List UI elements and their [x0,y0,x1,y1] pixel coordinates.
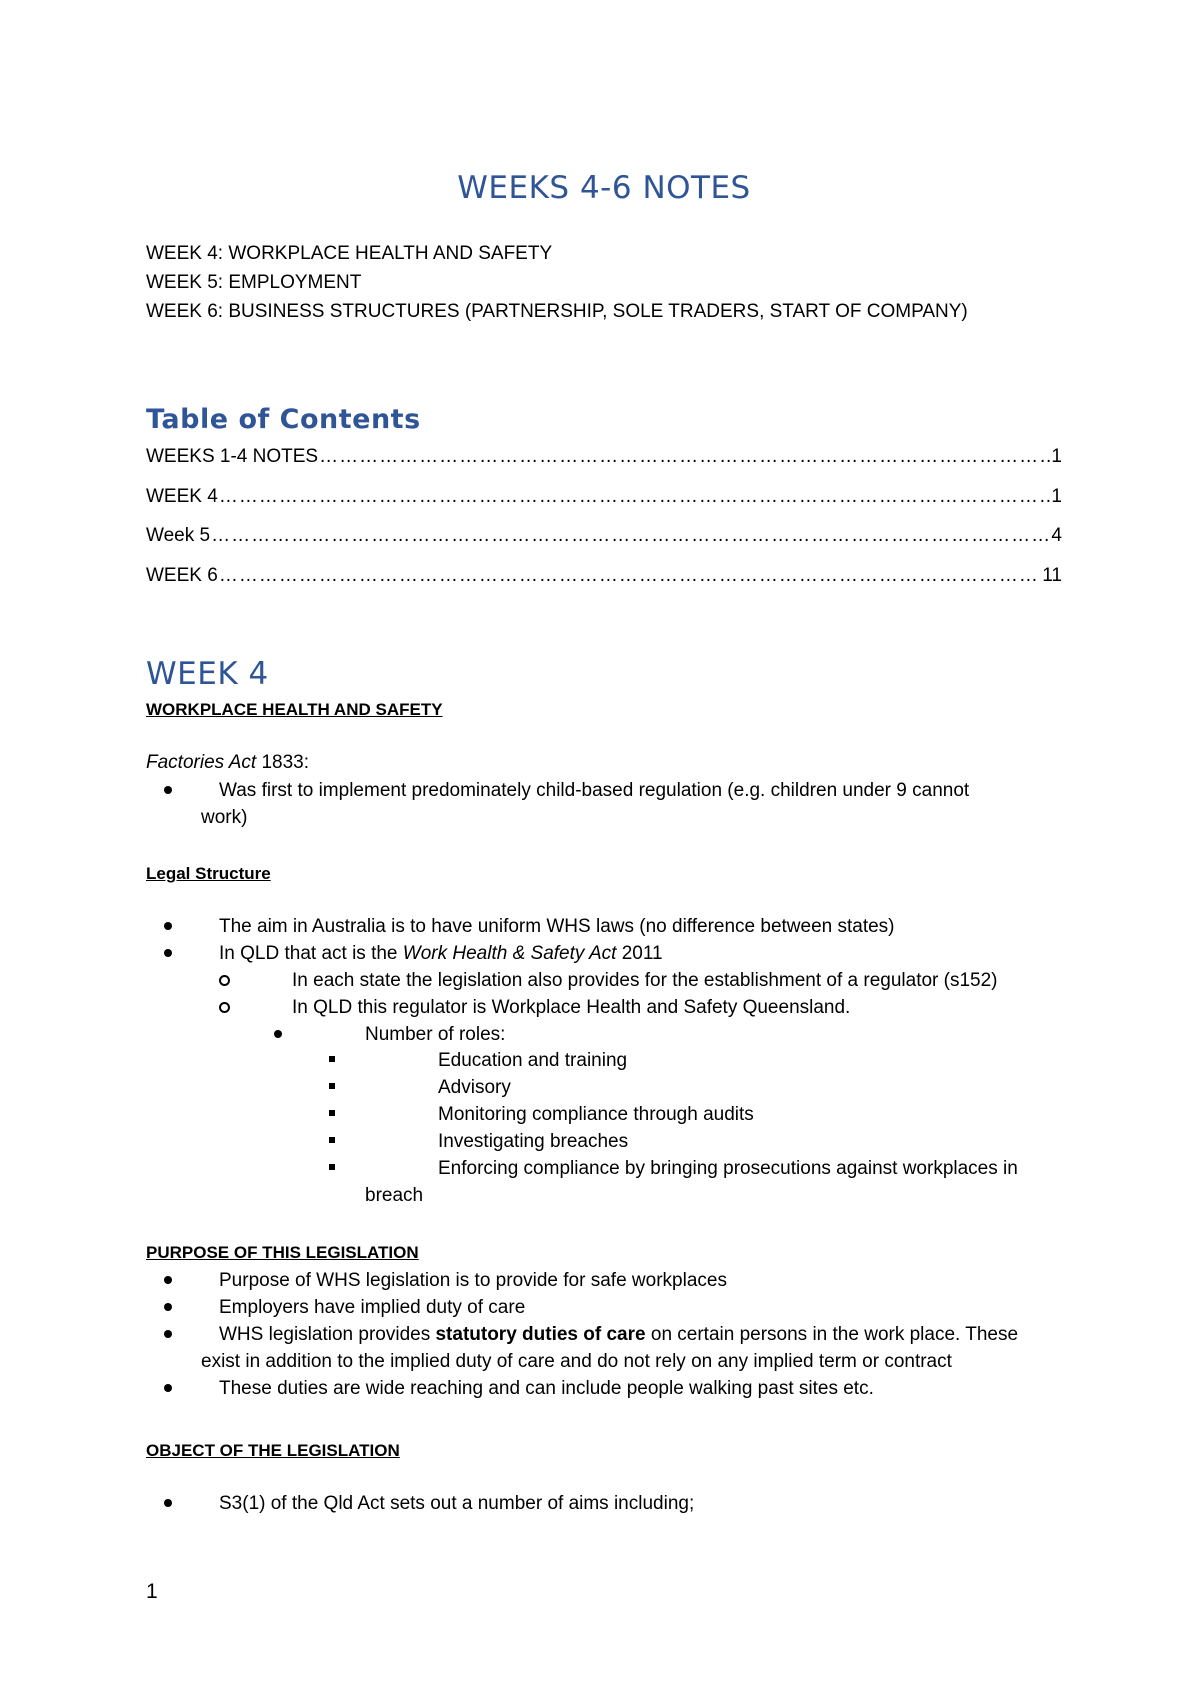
whs-act-year: 2011 [616,943,663,964]
legal-structure-heading: Legal Structure [146,864,271,883]
bullet-icon [274,1030,282,1038]
toc-entry-label: WEEK 4 [146,486,218,507]
purpose-heading: PURPOSE OF THIS LEGISLATION [146,1243,419,1262]
role-item: Enforcing compliance by bringing prosecutions against workplaces in [438,1158,1018,1179]
toc-leader [219,565,1041,587]
regulator-sub-bullet-2: In QLD this regulator is Workplace Health and Safety Queensland. [292,997,851,1018]
bullet-icon [164,786,172,794]
toc-leader [211,525,1050,547]
square-bullet-icon [329,1056,335,1062]
toc-leader [219,486,1051,508]
object-heading: OBJECT OF THE LEGISLATION [146,1441,400,1460]
bullet-icon [164,1330,172,1338]
subject-week-5: WEEK 5: EMPLOYMENT [146,272,362,293]
document-title: WEEKS 4-6 NOTES [457,170,751,206]
regulator-sub-bullet-1: In each state the legislation also provides for the establishment of a regulator (s152) [292,970,998,991]
bullet-icon [164,1384,172,1392]
subject-week-4: WEEK 4: WORKPLACE HEALTH AND SAFETY [146,243,553,264]
statutory-duties-text: statutory duties of care [435,1324,646,1345]
toc-entry[interactable] [146,525,1062,547]
purpose-bullet-1: Purpose of WHS legislation is to provide for safe workplaces [219,1270,727,1291]
circle-bullet-icon [219,975,230,986]
roles-label: Number of roles: [365,1024,506,1045]
object-bullet-1: S3(1) of the Qld Act sets out a number of aims including; [219,1493,695,1514]
factories-act-line [146,752,309,774]
role-item: Advisory [438,1077,511,1098]
square-bullet-icon [329,1083,335,1089]
workplace-health-safety-subheading: WORKPLACE HEALTH AND SAFETY [146,700,443,719]
toc-entry-label: Week 5 [146,525,211,546]
toc-entry-page: 11 [1042,565,1062,586]
factories-bullet-text: Was first to implement predominately child-based regulation (e.g. children under 9 cannot [219,780,970,801]
toc-entry-page: 4 [1051,525,1062,546]
purpose-bullet-3 [219,1324,1018,1346]
square-bullet-icon [329,1164,335,1170]
purpose-bullet-4: These duties are wide reaching and can include people walking past sites etc. [219,1378,874,1399]
toc-entry-page: 1 [1051,446,1062,467]
role-item: Investigating breaches [438,1131,629,1152]
toc-entry[interactable] [146,446,1062,468]
toc-entry-label: WEEKS 1-4 NOTES [146,446,319,467]
legal-structure-bullet-1: The aim in Australia is to have uniform WHS laws (no difference between states) [219,916,895,937]
role-item: Monitoring compliance through audits [438,1104,754,1125]
whs-act-name: Work Health & Safety Act [402,943,617,964]
square-bullet-icon [329,1137,335,1143]
role-item-wrap: breach [365,1185,424,1206]
toc-entry[interactable] [146,486,1062,508]
toc-title: Table of Contents [146,404,421,435]
factories-act-name: Factories Act [146,752,257,773]
factories-bullet-text-wrap: work) [201,807,248,828]
purpose-bullet-3-wrap: exist in addition to the implied duty of care and do not rely on any implied term or contract [201,1351,952,1372]
bullet-icon [164,922,172,930]
bullet-icon [164,1303,172,1311]
subject-week-6: WEEK 6: BUSINESS STRUCTURES (PARTNERSHIP, SOLE TRADERS, START OF COMPANY) [146,301,968,322]
toc-entry-page: 1 [1051,486,1062,507]
role-item: Education and training [438,1050,628,1071]
bullet-icon [164,1499,172,1507]
week-4-heading: WEEK 4 [146,656,269,692]
bullet-icon [164,1276,172,1284]
toc-leader [319,446,1050,468]
legal-structure-bullet-2 [219,943,663,965]
square-bullet-icon [329,1110,335,1116]
page-number: 1 [146,1580,158,1603]
purpose-bullet-2: Employers have implied duty of care [219,1297,526,1318]
toc-entry-label: WEEK 6 [146,565,218,586]
toc-entry[interactable] [146,565,1062,587]
factories-act-year: 1833: [256,752,309,773]
legal-structure-bullet-2-prefix: In QLD that act is the [219,943,403,964]
purpose-bullet-3-suffix: on certain persons in the work place. These [645,1324,1019,1345]
purpose-bullet-3-prefix: WHS legislation provides [219,1324,436,1345]
circle-bullet-icon [219,1002,230,1013]
bullet-icon [164,949,172,957]
